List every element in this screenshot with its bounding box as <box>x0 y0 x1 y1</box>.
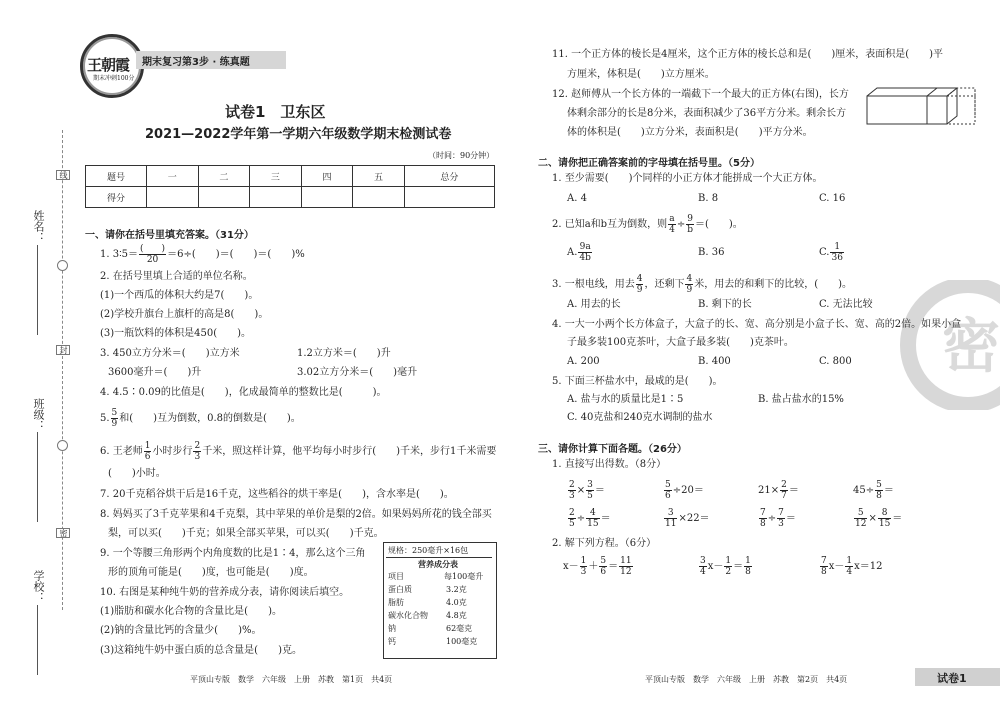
binding-hole <box>57 260 68 271</box>
fraction-numerator: 5 <box>111 408 118 418</box>
nutrition-facts-table <box>383 542 497 659</box>
fraction-denominator: 4b <box>579 253 591 263</box>
question-12-line-2: 体剩余部分的长是8分米，表面积减少了36平方分米。剩余长方 <box>567 108 847 119</box>
calc-item <box>853 508 902 529</box>
fraction-denominator: 9 <box>111 419 118 429</box>
fraction-denominator: 8 <box>876 491 882 501</box>
question-6-text-mid: 小时步行 <box>152 446 193 457</box>
choice-2-option-b: B. 36 <box>698 247 725 258</box>
calc-item <box>663 508 710 529</box>
question-11-line-2: 方厘米，体积是( )立方厘米。 <box>567 69 715 80</box>
binding-tag-secret: 密 <box>56 528 70 538</box>
score-table-cell: 总分 <box>404 166 494 187</box>
choice-4-option-a: A. 200 <box>567 356 600 367</box>
fraction-numerator: 1 <box>580 556 587 566</box>
equation-3 <box>819 556 882 577</box>
operator: ÷20＝ <box>672 485 704 496</box>
student-school-label: 学校： <box>32 570 45 603</box>
fraction-denominator: 4 <box>669 225 675 235</box>
score-cell-input[interactable] <box>404 187 494 208</box>
nutrition-row-value: 4.0克 <box>446 598 467 607</box>
choice-5: 5. 下面三杯盐水中，最咸的是( )。 <box>552 376 723 387</box>
question-6-fraction-2 <box>193 441 201 462</box>
fraction <box>586 480 594 501</box>
choice-1-option-c: C. 16 <box>819 193 846 204</box>
fraction <box>780 480 788 501</box>
equals: ＝ <box>892 513 903 524</box>
fraction-denominator: 3 <box>569 491 575 501</box>
choice-3-option-c: C. 无法比较 <box>819 299 873 310</box>
fraction-numerator: 2 <box>569 480 575 490</box>
operator: × <box>576 485 586 496</box>
exam-subtitle: 2021—2022学年第一学期六年级数学期末检测试卷 <box>145 127 452 142</box>
fraction-denominator: 5 <box>569 519 575 529</box>
cuboid-figure <box>865 86 980 128</box>
fraction-numerator: 2 <box>569 508 575 518</box>
choice-2 <box>552 214 743 235</box>
nutrition-spec: 规格：250毫升×16包 <box>388 546 469 555</box>
question-2-1: (1)一个西瓜的体积大约是7( )。 <box>100 290 259 301</box>
fraction-denominator: 20 <box>146 255 159 265</box>
choice-1: 1. 至少需要( )个同样的小正方体才能拼成一个大正方体。 <box>552 173 823 184</box>
nutrition-row-value: 4.8克 <box>446 611 467 620</box>
fraction-denominator: 6 <box>665 491 671 501</box>
fraction <box>619 556 632 577</box>
nutrition-row-label: 钠 <box>388 624 396 633</box>
fraction-numerator: 1 <box>745 556 751 566</box>
equals: ＝ <box>594 485 605 496</box>
score-table-cell: 题号 <box>86 166 147 187</box>
fraction <box>777 508 785 529</box>
equation-2 <box>698 556 753 577</box>
question-6-text: 6. 王老师 <box>100 446 143 457</box>
student-name-line <box>37 245 38 335</box>
question-10: 10. 右图是某种纯牛奶的营养成分表，请你阅读后填空。 <box>100 587 350 598</box>
fraction <box>875 480 883 501</box>
calc-part-1-title: 1. 直接写出得数。（8分） <box>552 459 667 470</box>
choice-3-text-tail: 米，用去的和剩下的比较，( )。 <box>694 279 853 290</box>
binding-dashed-line <box>62 130 63 610</box>
section-2-title: 二、请你把正确答案前的字母填在括号里。（5分） <box>538 158 760 169</box>
score-cell-input[interactable] <box>353 187 405 208</box>
operand: x－ <box>563 561 579 572</box>
fraction-numerator: 2 <box>781 480 787 490</box>
question-8-line-2: 梨，可以买( )千克；如果全部买苹果，可以买( )千克。 <box>108 528 384 539</box>
choice-3-option-b: B. 剩下的长 <box>698 299 752 310</box>
option-label: C. <box>819 247 830 258</box>
score-table-cell: 五 <box>353 166 405 187</box>
nutrition-row-label: 碳水化合物 <box>388 611 428 620</box>
fraction <box>878 508 891 529</box>
brand-logo-text: 王朝霞 <box>87 56 130 74</box>
choice-3-text: 3. 一根电线，用去 <box>552 279 635 290</box>
fraction-denominator: 3 <box>580 567 587 577</box>
score-table-cell: 得分 <box>86 187 147 208</box>
fraction <box>586 508 599 529</box>
choice-2-fraction-1 <box>668 214 676 235</box>
fraction-denominator: 12 <box>620 567 632 577</box>
fraction <box>664 508 677 529</box>
fraction-numerator: 5 <box>665 480 671 490</box>
fraction <box>568 480 576 501</box>
fraction-numerator: 4 <box>636 274 643 284</box>
binding-tag-line: 线 <box>56 170 70 180</box>
score-table-cell: 一 <box>147 166 199 187</box>
operator: ＋ <box>588 561 599 572</box>
fraction <box>744 556 752 577</box>
exam-title: 试卷1 卫东区 <box>225 103 326 121</box>
choice-2-text: 2. 已知a和b互为倒数，则 <box>552 219 668 230</box>
choice-2-option-a <box>567 242 593 263</box>
question-5-text-tail: 和( )互为倒数，0.8的倒数是( )。 <box>119 413 301 424</box>
equation-tail: x＝12 <box>854 561 883 572</box>
fraction-numerator: ( ) <box>140 244 166 254</box>
calc-item <box>567 508 611 529</box>
fraction <box>759 508 767 529</box>
student-name-label: 姓名： <box>32 210 45 243</box>
choice-2-fraction-2 <box>686 214 694 235</box>
score-table-score-row <box>86 187 495 208</box>
operator: x－ <box>828 561 845 572</box>
calc-item <box>567 480 605 501</box>
choice-5-option-c: C. 40克盐和240克水调制的盐水 <box>567 412 713 423</box>
fraction-numerator: 1 <box>725 556 732 566</box>
option-label: A. <box>567 247 578 258</box>
operator: × <box>868 513 877 524</box>
choice-3-fraction-2 <box>685 274 693 295</box>
banner-text: 期末复习第3步 · 练真题 <box>142 57 250 68</box>
question-7: 7. 20千克稻谷烘干后是16千克，这些稻谷的烘干率是( )，含水率是( )。 <box>100 489 454 500</box>
fraction-numerator: 5 <box>600 556 607 566</box>
operator: ÷ <box>576 513 586 524</box>
fraction-denominator: 15 <box>878 519 891 529</box>
exam-badge <box>915 668 1000 686</box>
question-3b: 1.2立方米＝( )升 <box>297 348 391 359</box>
fraction-denominator: 8 <box>745 567 751 577</box>
fraction-numerator: 4 <box>586 508 599 519</box>
equals: ＝ <box>785 513 796 524</box>
question-5-fraction <box>111 408 119 429</box>
operand: 45÷ <box>853 485 875 496</box>
question-3d: 3.02立方分米＝( )毫升 <box>297 367 418 378</box>
question-2-2: (2)学校升旗台上旗杆的高是8( )。 <box>100 309 269 320</box>
nutrition-head-item: 项目 <box>388 572 404 581</box>
score-table-cell: 三 <box>250 166 302 187</box>
score-table-cell: 四 <box>301 166 353 187</box>
student-school-line <box>37 605 38 675</box>
nutrition-head-value: 每100毫升 <box>444 572 484 581</box>
fraction-numerator: 1 <box>144 441 151 451</box>
question-1-fraction <box>139 244 166 265</box>
section-1-title: 一、请你在括号里填充答案。（31分） <box>85 230 254 241</box>
fraction-denominator: 6 <box>600 567 607 577</box>
score-table-header-row <box>86 166 495 187</box>
svg-text:密: 密 <box>942 312 1000 380</box>
banner <box>136 51 286 69</box>
question-9-line-2: 形的顶角可能是( )度，也可能是( )度。 <box>108 567 314 578</box>
section-3-title: 三、请你计算下面各题。（26分） <box>538 444 687 455</box>
fraction-denominator: 4 <box>846 567 853 577</box>
brand-logo-subtext: 期末冲刺100分 <box>93 75 135 82</box>
score-cell-input[interactable] <box>147 187 199 208</box>
calc-item <box>663 480 704 501</box>
exam-time: （时间：90分钟） <box>428 151 495 160</box>
watermark-seal <box>900 280 1000 410</box>
nutrition-row-label: 脂肪 <box>388 598 404 607</box>
equals: ＝ <box>600 513 611 524</box>
fraction <box>845 556 853 577</box>
fraction-denominator: 4 <box>700 567 706 577</box>
fraction <box>580 556 588 577</box>
fraction <box>664 480 672 501</box>
fraction-denominator: 3 <box>778 519 784 529</box>
fraction-denominator: 15 <box>587 519 599 529</box>
operator: ×22＝ <box>678 513 710 524</box>
fraction <box>724 556 732 577</box>
choice-3-option-a: A. 用去的长 <box>567 299 621 310</box>
choice-4-line-2: 子最多装100克茶叶，大盒子最多装( )克茶叶。 <box>567 337 794 348</box>
fraction-denominator: 3 <box>194 452 201 462</box>
fraction <box>854 508 867 529</box>
choice-5-option-b: B. 盐占盐水的15% <box>758 394 844 405</box>
score-cell-input[interactable] <box>301 187 353 208</box>
fraction-numerator: 8 <box>878 508 891 519</box>
equals: ＝ <box>733 561 744 572</box>
fraction <box>820 556 828 577</box>
question-1-text-tail: ＝6÷( )＝( )＝( )% <box>167 249 305 260</box>
question-2: 2. 在括号里填上合适的单位名称。 <box>100 271 253 282</box>
question-6-text-tail: 千米，照这样计算，他平均每小时步行( )千米，步行1千米需要 <box>202 446 497 457</box>
fraction-denominator: 6 <box>144 452 151 462</box>
operator: ＝ <box>883 485 894 496</box>
fraction-numerator: 4 <box>686 274 693 284</box>
fraction-numerator: 5 <box>876 480 882 490</box>
question-6 <box>100 441 496 462</box>
page-footer-right: 平顶山专版 数学 六年级 上册 苏教 第2页 共4页 <box>645 675 848 684</box>
choice-2-operator: ÷ <box>676 219 686 230</box>
fraction-numerator: 1 <box>846 556 853 566</box>
score-table-cell: 二 <box>198 166 250 187</box>
choice-4-line-1: 4. 一大一小两个长方体盒子，大盒子的长、宽、高分别是小盒子长、宽、高的2倍。如果小盒 <box>552 319 962 330</box>
question-2-3: (3)一瓶饮料的体积是450( )。 <box>100 328 252 339</box>
fraction-denominator: 7 <box>781 491 787 501</box>
student-class-label: 班级： <box>32 398 45 431</box>
choice-4-option-c: C. 800 <box>819 356 852 367</box>
choice-4-option-b: B. 400 <box>698 356 731 367</box>
nutrition-row-value: 3.2克 <box>446 585 467 594</box>
equals: ＝ <box>608 561 619 572</box>
fraction-numerator: 7 <box>760 508 766 518</box>
choice-1-option-b: B. 8 <box>698 193 719 204</box>
nutrition-row-value: 100毫克 <box>446 637 478 646</box>
question-10-3: (3)这箱纯牛奶中蛋白质的总含量是( )克。 <box>100 645 302 656</box>
question-8-line-1: 8. 妈妈买了3千克苹果和4千克梨，其中苹果的单价是梨的2倍。如果妈妈所花的钱全部买 <box>100 509 492 520</box>
question-4: 4. 4.5∶0.09的比值是( )，化成最简单的整数比是( )。 <box>100 387 387 398</box>
calc-part-2-title: 2. 解下列方程。（6分） <box>552 538 657 549</box>
fraction-numerator: 2 <box>194 441 201 451</box>
calc-item <box>758 480 799 501</box>
question-5-text: 5. <box>100 413 110 424</box>
question-5 <box>100 408 301 429</box>
nutrition-row-label: 蛋白质 <box>388 585 412 594</box>
page-footer-left: 平顶山专版 数学 六年级 上册 苏教 第1页 共4页 <box>190 675 393 684</box>
score-cell-input[interactable] <box>198 187 250 208</box>
fraction-numerator: a <box>669 214 675 224</box>
operand: 21× <box>758 485 780 496</box>
question-12-line-3: 体的体积是( )立方分米，表面积是( )平方分米。 <box>567 127 813 138</box>
fraction <box>699 556 707 577</box>
calc-item <box>853 480 894 501</box>
question-12-line-1: 12. 赵师傅从一个长方体的一端截下一个最大的正方体(右图)，长方 <box>552 89 849 100</box>
choice-2-text-tail: ＝( )。 <box>694 219 743 230</box>
fraction-numerator: 3 <box>587 480 593 490</box>
fraction-denominator: 11 <box>665 519 677 529</box>
question-10-2: (2)钠的含量比钙的含量少( )%。 <box>100 625 262 636</box>
brand-logo <box>80 34 144 98</box>
question-3a: 3. 450立方分米＝( )立方米 <box>100 348 240 359</box>
fraction-denominator: 9 <box>636 285 643 295</box>
choice-3 <box>552 274 852 295</box>
question-9-line-1: 9. 一个等腰三角形两个内角度数的比是1∶4，那么这个三角 <box>100 548 366 559</box>
nutrition-row-value: 62毫克 <box>446 624 473 633</box>
fraction-numerator: 7 <box>821 556 827 566</box>
operator: ＝ <box>788 485 799 496</box>
binding-hole <box>57 440 68 451</box>
choice-2-option-a-fraction <box>578 242 592 263</box>
choice-1-option-a: A. 4 <box>567 193 587 204</box>
fraction-numerator: 9a <box>579 242 591 252</box>
fraction-numerator: 9 <box>687 214 693 224</box>
calc-item <box>758 508 796 529</box>
choice-3-fraction-1 <box>636 274 644 295</box>
choice-5-option-a: A. 盐与水的质量比是1∶5 <box>567 394 684 405</box>
question-1 <box>100 244 305 265</box>
fraction-denominator: 12 <box>855 519 867 529</box>
binding-tag-seal: 封 <box>56 345 70 355</box>
fraction-denominator: 9 <box>686 285 693 295</box>
fraction-numerator: 3 <box>664 508 677 519</box>
operator: ÷ <box>767 513 777 524</box>
fraction-denominator: b <box>687 225 693 235</box>
choice-2-option-c-fraction <box>830 242 843 263</box>
question-3c: 3600毫升＝( )升 <box>108 367 202 378</box>
fraction-numerator: 5 <box>854 508 867 519</box>
choice-3-text-mid: ，还剩下 <box>644 279 685 290</box>
fraction <box>599 556 607 577</box>
fraction-numerator: 1 <box>830 242 843 253</box>
right-page <box>505 0 1000 708</box>
fraction <box>568 508 576 529</box>
score-cell-input[interactable] <box>250 187 302 208</box>
question-6-line-2: ( )小时。 <box>108 468 166 479</box>
fraction-numerator: 3 <box>700 556 706 566</box>
score-table <box>85 165 495 208</box>
question-10-1: (1)脂肪和碳水化合物的含量比是( )。 <box>100 606 282 617</box>
nutrition-row-label: 钙 <box>388 637 396 646</box>
question-6-fraction-1 <box>144 441 152 462</box>
nutrition-title: 营养成分表 <box>418 559 458 569</box>
fraction-numerator: 11 <box>620 556 632 566</box>
fraction-denominator: 2 <box>725 567 732 577</box>
choice-2-option-c <box>819 242 845 263</box>
fraction-denominator: 5 <box>587 491 593 501</box>
equation-1 <box>563 556 634 577</box>
question-1-text: 1. 3∶5＝ <box>100 249 139 260</box>
exam-badge-text: 试卷1 <box>937 672 967 685</box>
question-11-line-1: 11. 一个正方体的棱长是4厘米，这个正方体的棱长总和是( )厘米，表面积是( )平 <box>552 49 944 60</box>
fraction-denominator: 8 <box>821 567 827 577</box>
student-class-line <box>37 432 38 522</box>
fraction-denominator: 8 <box>760 519 766 529</box>
fraction-denominator: 36 <box>831 253 843 263</box>
fraction-numerator: 7 <box>778 508 784 518</box>
operator: x－ <box>707 561 724 572</box>
